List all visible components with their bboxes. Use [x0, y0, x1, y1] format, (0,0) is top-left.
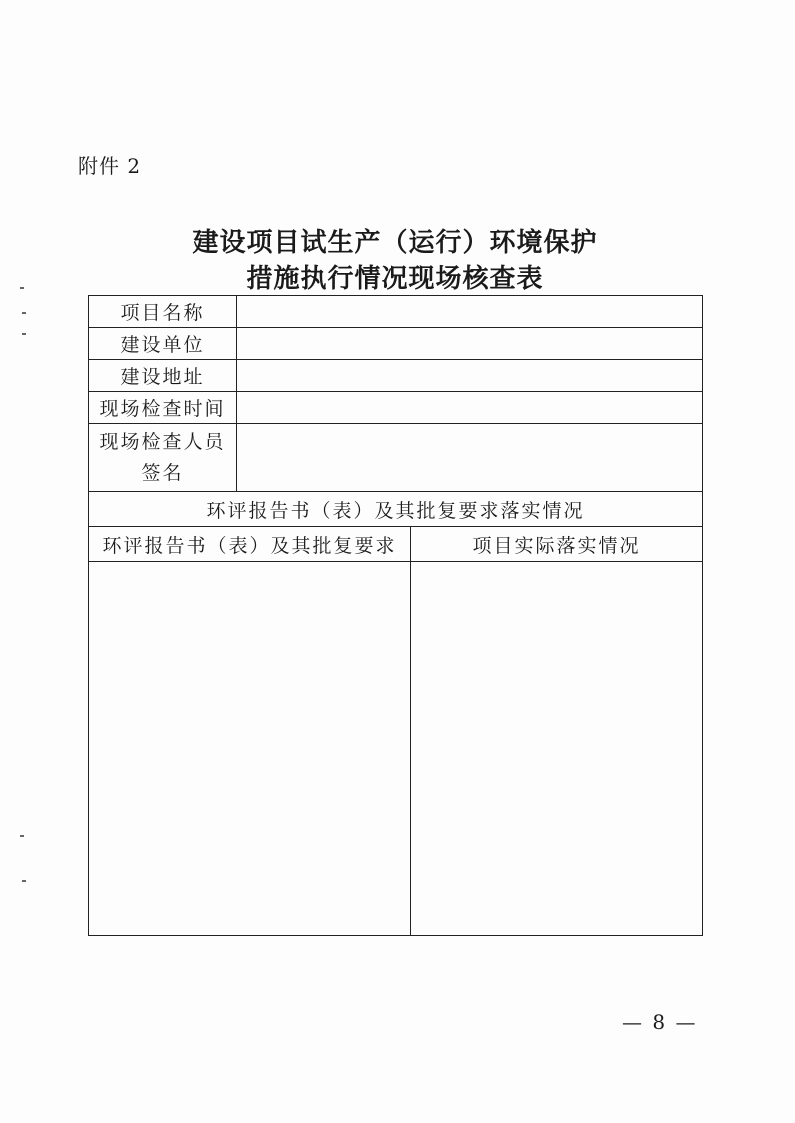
inspection-time-label: 现场检查时间 — [89, 392, 237, 424]
column-header-implementation: 项目实际落实情况 — [411, 527, 703, 562]
column-header-requirements: 环评报告书（表）及其批复要求 — [89, 527, 411, 562]
scan-mark — [22, 333, 26, 335]
inspector-signature-field[interactable] — [237, 424, 703, 492]
inspection-form-table — [88, 295, 703, 936]
scan-mark — [20, 287, 24, 289]
table-row — [89, 392, 703, 424]
implementation-body-cell[interactable] — [411, 562, 703, 936]
inspection-time-field[interactable] — [237, 392, 703, 424]
attachment-label: 附件 2 — [78, 154, 142, 178]
inspector-label-line1: 现场检查人员 — [99, 430, 226, 453]
table-row — [89, 492, 703, 527]
page-number: — 8 — — [622, 1010, 698, 1034]
table-row — [89, 328, 703, 360]
document-title-line2: 措施执行情况现场核查表 — [246, 264, 544, 294]
scan-mark — [20, 835, 24, 837]
table-row — [89, 424, 703, 492]
document-title-line1: 建设项目试生产（运行）环境保护 — [192, 228, 598, 258]
section-header: 环评报告书（表）及其批复要求落实情况 — [89, 492, 703, 527]
requirements-body-cell[interactable] — [89, 562, 411, 936]
table-row — [89, 527, 703, 562]
table-row — [89, 562, 703, 936]
scan-mark — [22, 880, 26, 882]
table-row — [89, 296, 703, 328]
construction-address-label: 建设地址 — [89, 360, 237, 392]
construction-address-field[interactable] — [237, 360, 703, 392]
construction-unit-field[interactable] — [237, 328, 703, 360]
scan-mark — [22, 312, 26, 314]
project-name-label: 项目名称 — [89, 296, 237, 328]
table-row — [89, 360, 703, 392]
project-name-field[interactable] — [237, 296, 703, 328]
construction-unit-label: 建设单位 — [89, 328, 237, 360]
inspector-signature-label — [89, 424, 237, 492]
inspector-label-line2: 签名 — [141, 461, 184, 484]
